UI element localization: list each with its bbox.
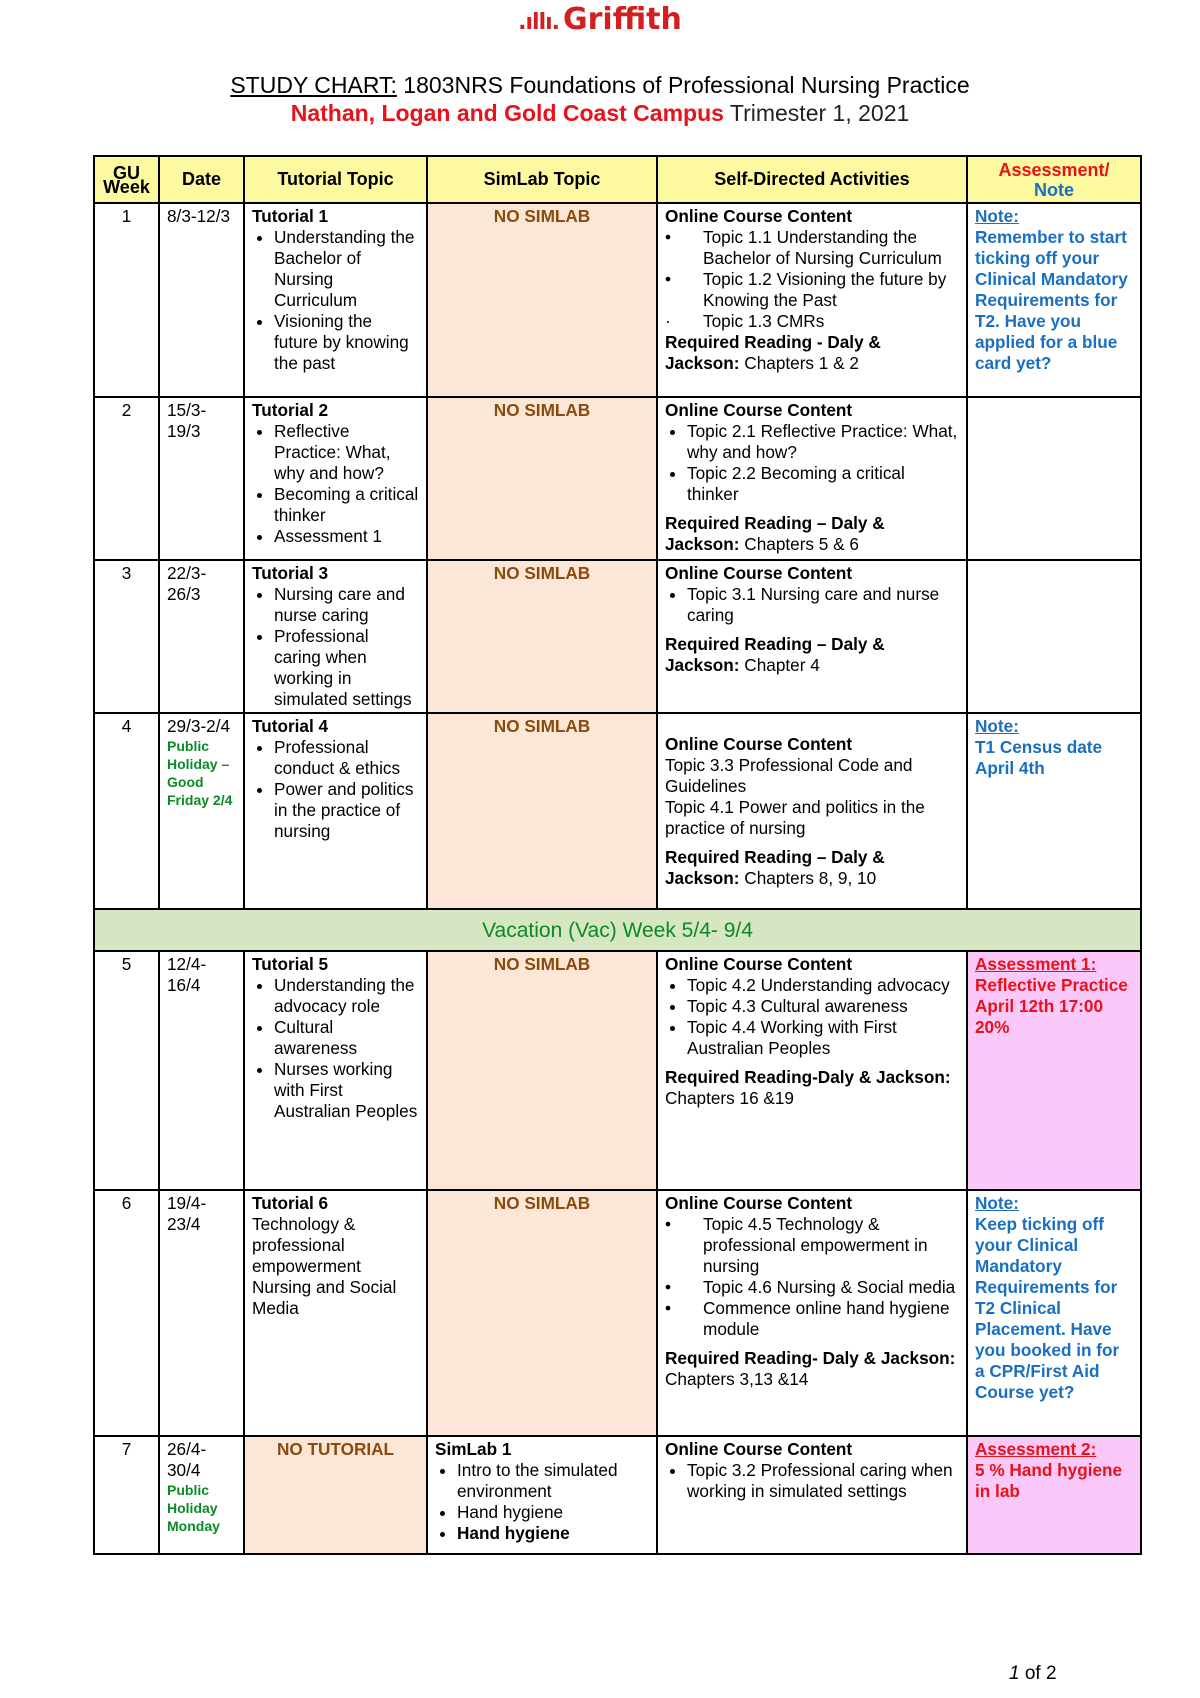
- public-holiday-label: Public Holiday Monday: [167, 1482, 220, 1534]
- table-row: [94, 951, 1141, 1190]
- week-cell: 7: [94, 1436, 159, 1554]
- assessment-cell: Assessment 2: 5 % Hand hygiene in lab: [967, 1436, 1141, 1554]
- col-simlab-header: SimLab Topic: [427, 156, 657, 203]
- col-assessment-header: Assessment/ Note: [967, 156, 1141, 203]
- title-prefix: STUDY CHART:: [230, 72, 397, 98]
- tutorial-cell: Tutorial 4 • Professional conduct & ethics • Power and politics in the practice of nursing: [244, 713, 427, 909]
- self-directed-cell: Online Course Content • Topic 3.2 Professional caring when working in simulated settings: [657, 1436, 967, 1554]
- document-subtitle: [0, 100, 1200, 127]
- table-row: [94, 1436, 1141, 1554]
- tutorial-cell: NO TUTORIAL: [244, 1436, 427, 1554]
- table-row: [94, 1190, 1141, 1436]
- self-directed-cell: Online Course Content Topic 3.3 Professional Code and Guidelines Topic 4.1 Power and politics in the practice of nursing Required Reading – Daly & Jackson: Chapters 8, 9, 10: [657, 713, 967, 909]
- table-row: [94, 713, 1141, 909]
- tutorial-cell: Tutorial 3 • Nursing care and nurse caring • Professional caring when working in simulated settings: [244, 560, 427, 713]
- note-cell: Note: T1 Census date April 4th: [967, 713, 1141, 909]
- tutorial-cell: Tutorial 2 • Reflective Practice: What, why and how? • Becoming a critical thinker • Assessment 1: [244, 397, 427, 560]
- campus-label: Nathan, Logan and Gold Coast Campus: [290, 100, 724, 126]
- self-directed-cell: Online Course Content • Topic 3.1 Nursing care and nurse caring Required Reading – Daly & Jackson: Chapter 4: [657, 560, 967, 713]
- col-week-header: GU Week: [94, 156, 159, 203]
- public-holiday-label: Public Holiday – Good Friday 2/4: [167, 738, 233, 808]
- self-directed-cell: Online Course Content • Topic 4.2 Understanding advocacy • Topic 4.3 Cultural awareness • Topic 4.4 Working with First Australian Peoples Required Reading-Daly & Jackson: Chapters 16 &19: [657, 951, 967, 1190]
- col-tutorial-header: Tutorial Topic: [244, 156, 427, 203]
- simlab-cell: NO SIMLAB: [427, 560, 657, 713]
- vacation-row: [94, 909, 1141, 951]
- date-cell: 12/4-16/4: [159, 951, 244, 1190]
- week-cell: 1: [94, 203, 159, 397]
- self-directed-cell: Online Course Content • Topic 2.1 Reflective Practice: What, why and how? • Topic 2.2 Becoming a critical thinker Required Reading – Daly & Jackson: Chapters 5 & 6: [657, 397, 967, 560]
- tutorial-cell: Tutorial 5 • Understanding the advocacy role • Cultural awareness • Nurses working with First Australian Peoples: [244, 951, 427, 1190]
- term-label: Trimester 1, 2021: [723, 100, 910, 126]
- study-chart-table: [93, 155, 1142, 1555]
- week-cell: 4: [94, 713, 159, 909]
- note-cell: Note: Remember to start ticking off your Clinical Mandatory Requirements for T2. Have you applied for a blue card yet?: [967, 203, 1141, 397]
- date-cell: 19/4-23/4: [159, 1190, 244, 1436]
- tutorial-cell: Tutorial 1 • Understanding the Bachelor of Nursing Curriculum • Visioning the future by knowing the past: [244, 203, 427, 397]
- self-directed-cell: Online Course Content • Topic 4.5 Technology & professional empowerment in nursing • Topic 4.6 Nursing & Social media • Commence online hand hygiene module Required Reading- Daly & Jackson: Chapters 3,13 &14: [657, 1190, 967, 1436]
- tutorial-cell: Tutorial 6 Technology & professional empowerment Nursing and Social Media: [244, 1190, 427, 1436]
- date-cell: 29/3-2/4 Public Holiday – Good Friday 2/4: [159, 713, 244, 909]
- date-cell: 15/3-19/3: [159, 397, 244, 560]
- simlab-cell: NO SIMLAB: [427, 713, 657, 909]
- note-cell: Note: Keep ticking off your Clinical Mandatory Requirements for T2 Clinical Placement. Have you booked in for a CPR/First Aid Course yet?: [967, 1190, 1141, 1436]
- col-date-header: Date: [159, 156, 244, 203]
- assessment-cell: Assessment 1: Reflective Practice April 12th 17:00 20%: [967, 951, 1141, 1190]
- simlab-cell: NO SIMLAB: [427, 951, 657, 1190]
- date-cell: 22/3-26/3: [159, 560, 244, 713]
- logo-bars-icon: .ıllı.: [518, 10, 560, 35]
- table-row: [94, 560, 1141, 713]
- date-cell: 26/4-30/4 Public Holiday Monday: [159, 1436, 244, 1554]
- document-title: [0, 72, 1200, 99]
- vacation-label: Vacation (Vac) Week 5/4- 9/4: [94, 909, 1141, 951]
- simlab-cell: NO SIMLAB: [427, 1190, 657, 1436]
- note-cell: [967, 397, 1141, 560]
- logo-text: Griffith: [563, 2, 682, 37]
- table-row: [94, 203, 1141, 397]
- week-cell: 3: [94, 560, 159, 713]
- simlab-cell: SimLab 1 • Intro to the simulated environment • Hand hygiene • Hand hygiene: [427, 1436, 657, 1554]
- self-directed-cell: Online Course Content • Topic 1.1 Understanding the Bachelor of Nursing Curriculum • Topic 1.2 Visioning the future by Knowing the Past · Topic 1.3 CMRs Required Reading - Daly & Jackson: Chapters 1 & 2: [657, 203, 967, 397]
- table-row: [94, 397, 1141, 560]
- title-rest: 1803NRS Foundations of Professional Nursing Practice: [396, 72, 970, 98]
- date-cell: 8/3-12/3: [159, 203, 244, 397]
- simlab-cell: NO SIMLAB: [427, 203, 657, 397]
- page-number: 1 of 2: [1009, 1663, 1057, 1684]
- griffith-logo: [0, 2, 1200, 37]
- week-cell: 5: [94, 951, 159, 1190]
- col-self-header: Self-Directed Activities: [657, 156, 967, 203]
- week-cell: 2: [94, 397, 159, 560]
- note-cell: [967, 560, 1141, 713]
- simlab-cell: NO SIMLAB: [427, 397, 657, 560]
- week-cell: 6: [94, 1190, 159, 1436]
- header-row: [94, 156, 1141, 203]
